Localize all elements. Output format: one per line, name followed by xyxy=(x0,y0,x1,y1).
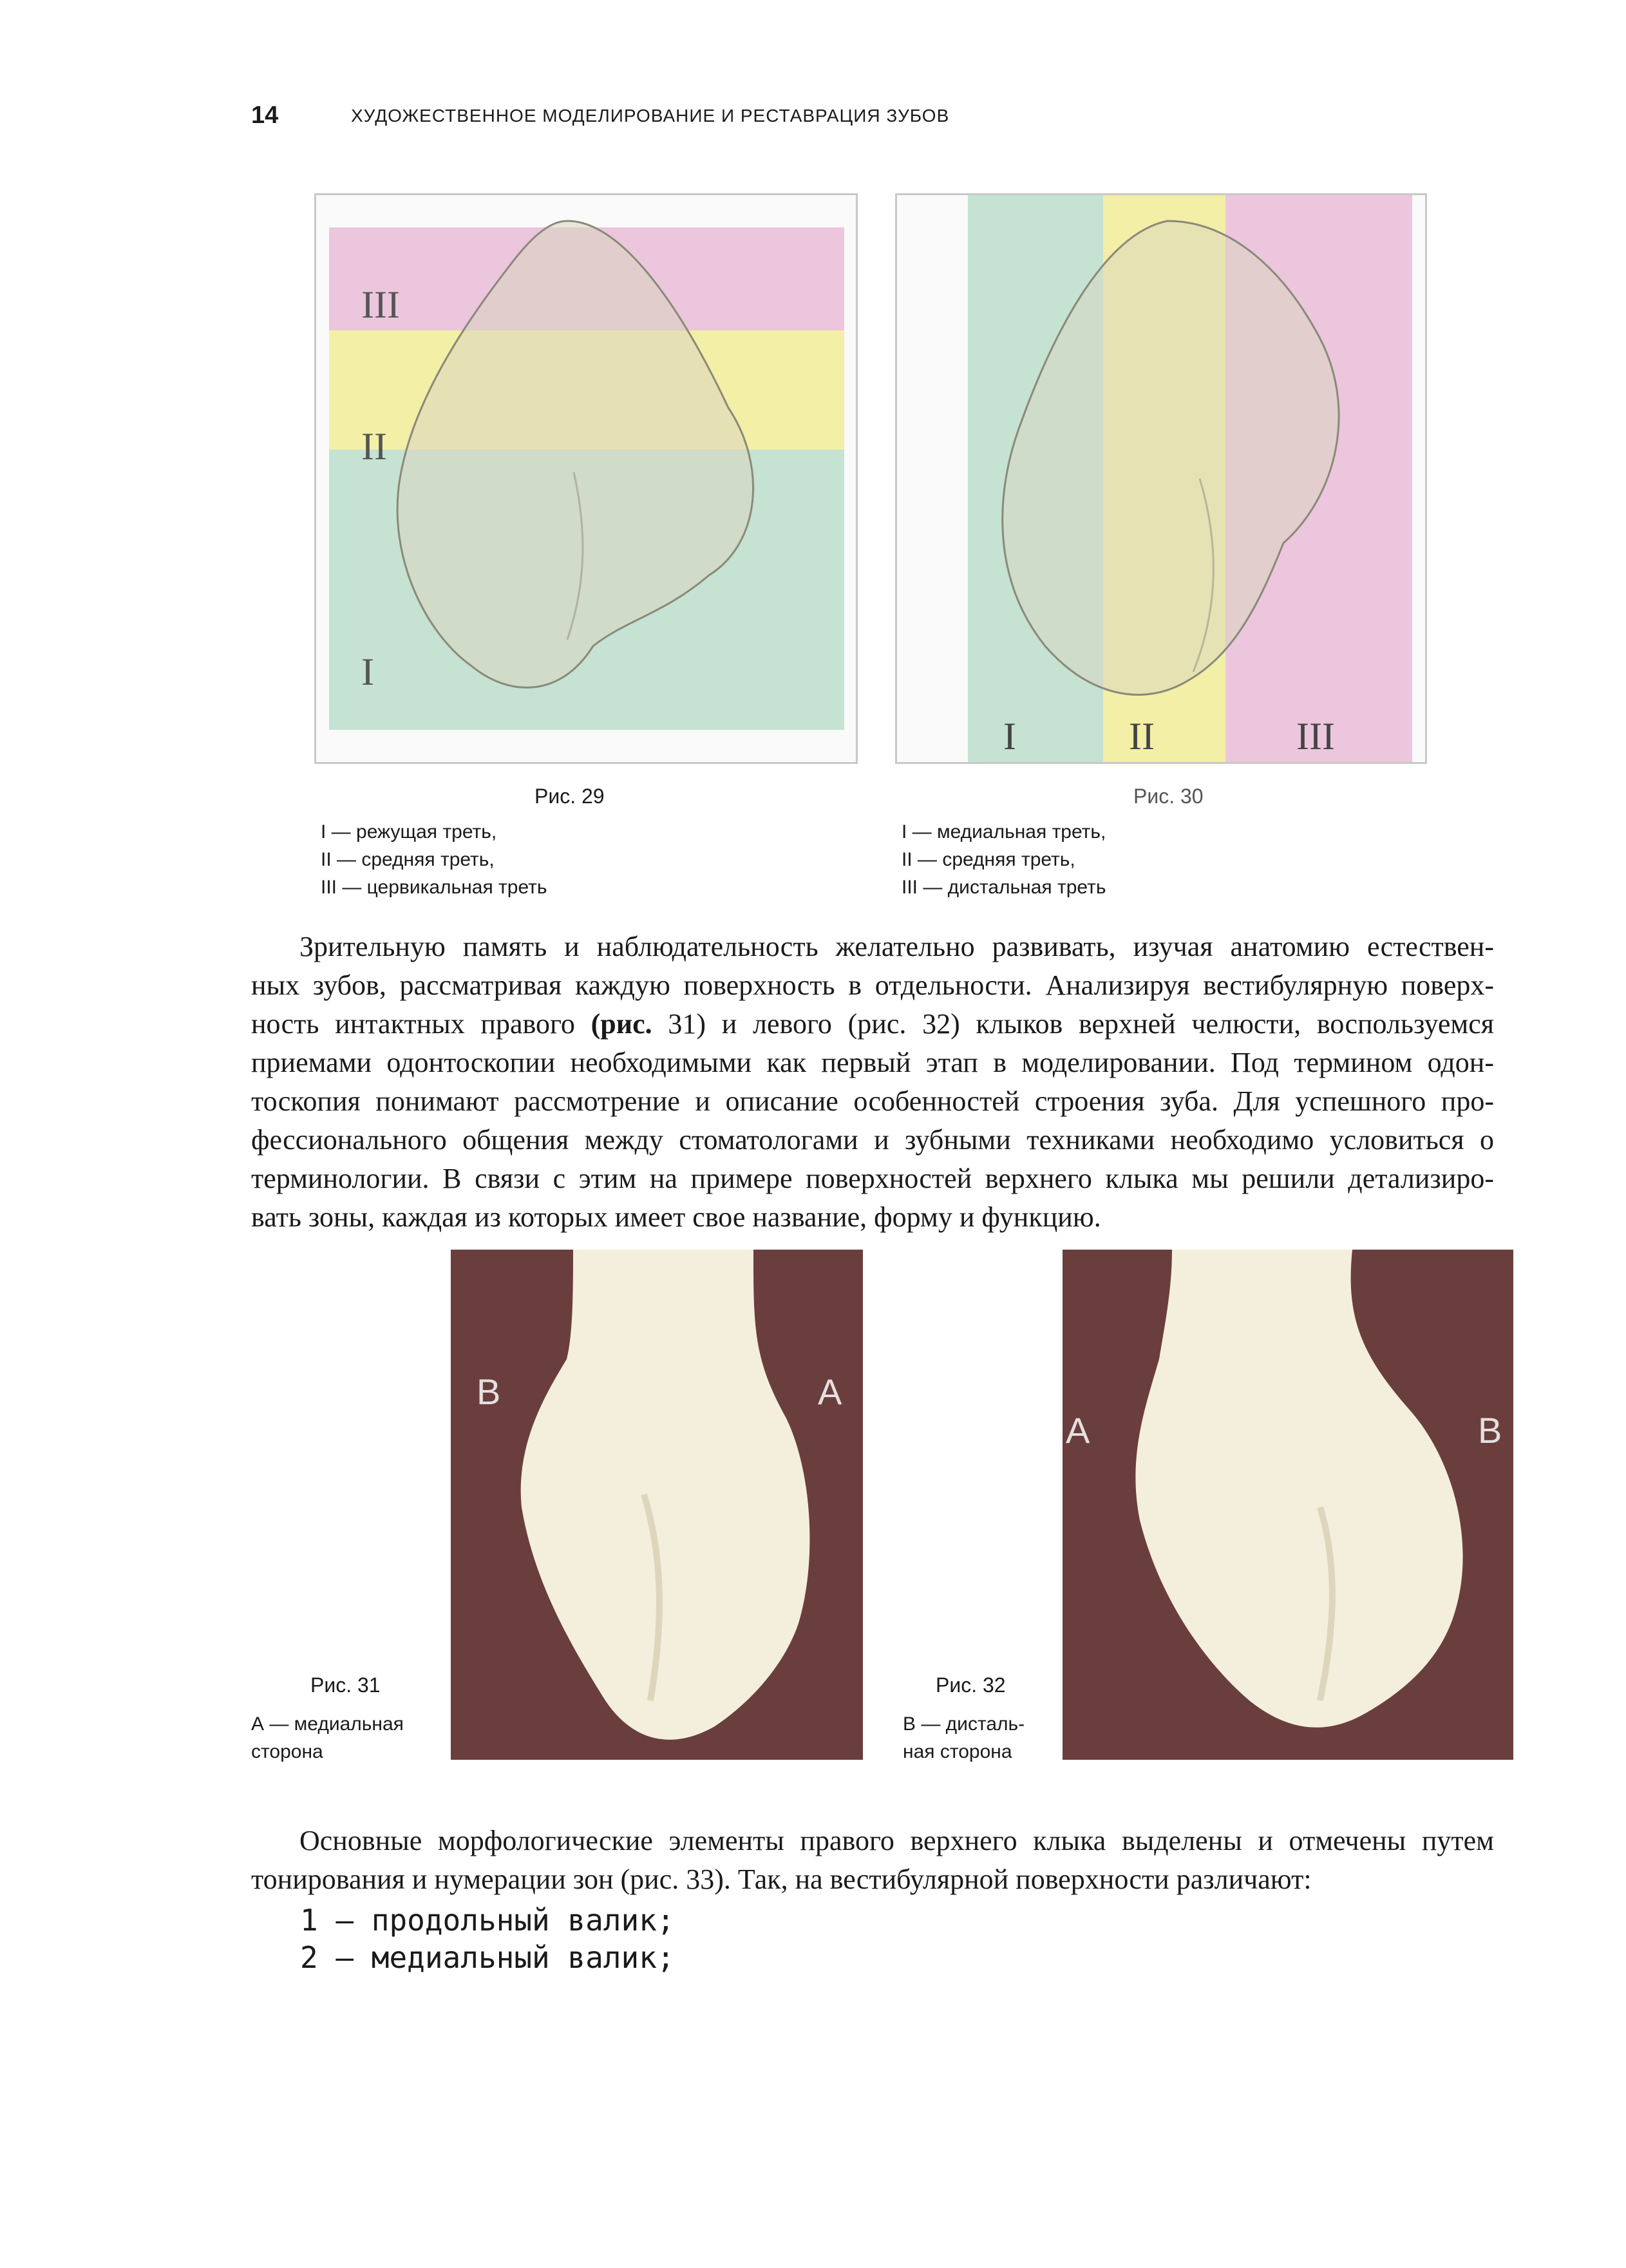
list-item: 2 – медиальный валик; xyxy=(300,1940,675,1975)
running-title: ХУДОЖЕСТВЕННОЕ МОДЕЛИРОВАНИЕ И РЕСТАВРАЦИЯ ЗУБОВ xyxy=(351,106,950,126)
legend-line: I — режущая треть, xyxy=(321,821,497,843)
figure-31-caption: Рис. 31 xyxy=(310,1673,381,1697)
paragraph-line-part: ность интактных правого xyxy=(251,1008,575,1040)
figure-32-caption: Рис. 32 xyxy=(936,1673,1006,1697)
figure-30-diagram xyxy=(895,193,1427,764)
legend-line: ная сторона xyxy=(903,1741,1012,1762)
paragraph-odontoscopy xyxy=(251,928,1494,1237)
zone-label-III: III xyxy=(361,283,400,326)
figure-30-caption: Рис. 30 xyxy=(1133,785,1204,808)
list-item: 1 – продольный валик; xyxy=(300,1903,675,1938)
legend-line: I — медиальная треть, xyxy=(902,821,1106,843)
paragraph-morphology xyxy=(251,1822,1494,1899)
paragraph-line: Основные морфологические элементы правого верхнего клыка выделены и отмечены путем xyxy=(299,1825,1494,1856)
figure-31-reference: (рис. xyxy=(591,1008,652,1040)
paragraph-line: Зрительную память и наблюдательность желательно развивать, изучая анатомию естествен- xyxy=(299,931,1494,962)
legend-line: III — дистальная треть xyxy=(902,877,1106,898)
paragraph-line: терминологии. В связи с этим на примере поверхностей верхнего клыка мы решили детализиро- xyxy=(251,1163,1494,1194)
figure-29-legend xyxy=(321,818,547,901)
figure-32-photo xyxy=(1063,1250,1513,1760)
figure-31-svg xyxy=(451,1250,863,1760)
page-number: 14 xyxy=(251,102,279,129)
paragraph-line: ных зубов, рассматривая каждую поверхность в отдельности. Анализируя вестибулярную поверх- xyxy=(251,969,1494,1001)
morphology-list xyxy=(300,1901,675,1976)
legend-line: сторона xyxy=(251,1741,323,1762)
paragraph-line: вать зоны, каждая из которых имеет свое название, форму и функцию. xyxy=(251,1201,1101,1233)
paragraph-line: тоскопия понимают рассмотрение и описание особенностей строения зуба. Для успешного про- xyxy=(251,1085,1494,1117)
zone-label-I: I xyxy=(361,651,374,693)
side-label-right: В xyxy=(1478,1410,1502,1451)
figure-32-legend xyxy=(903,1710,1025,1766)
legend-line: А — медиальная xyxy=(251,1713,404,1735)
paragraph-line: фессионального общения между стоматологами и зубными техниками необходимо условиться о xyxy=(251,1124,1494,1156)
paragraph-line: тонирования и нумерации зон (рис. 33). Так, на вестибулярной поверхности различают: xyxy=(251,1863,1312,1895)
legend-line: II — средняя треть, xyxy=(902,849,1075,870)
paragraph-line xyxy=(251,1005,1494,1043)
legend-line: III — цервикальная треть xyxy=(321,877,547,898)
figure-31-photo xyxy=(451,1250,863,1760)
figure-31-legend xyxy=(251,1710,404,1766)
zone-label-III: III xyxy=(1296,715,1335,758)
side-label-left: В xyxy=(477,1371,501,1412)
figure-29-diagram xyxy=(314,193,858,764)
legend-line: II — средняя треть, xyxy=(321,849,495,870)
figure-29-svg xyxy=(316,195,856,762)
side-label-left: А xyxy=(1066,1410,1090,1451)
figure-30-svg xyxy=(897,195,1425,762)
zone-label-II: II xyxy=(1129,715,1155,758)
paragraph-line: приемами одонтоскопии необходимыми как первый этап в моделировании. Под термином одон- xyxy=(251,1047,1494,1078)
figure-29-caption: Рис. 29 xyxy=(534,785,605,808)
zone-label-I: I xyxy=(1003,715,1016,758)
figure-32-svg xyxy=(1063,1250,1513,1760)
paragraph-line-part: 31) и левого (рис. 32) клыков верхней челюсти, воспользуемся xyxy=(668,1008,1495,1040)
side-label-right: А xyxy=(818,1371,842,1412)
figure-30-legend xyxy=(902,818,1106,901)
zone-label-II: II xyxy=(361,425,387,468)
legend-line: В — дисталь- xyxy=(903,1713,1025,1735)
